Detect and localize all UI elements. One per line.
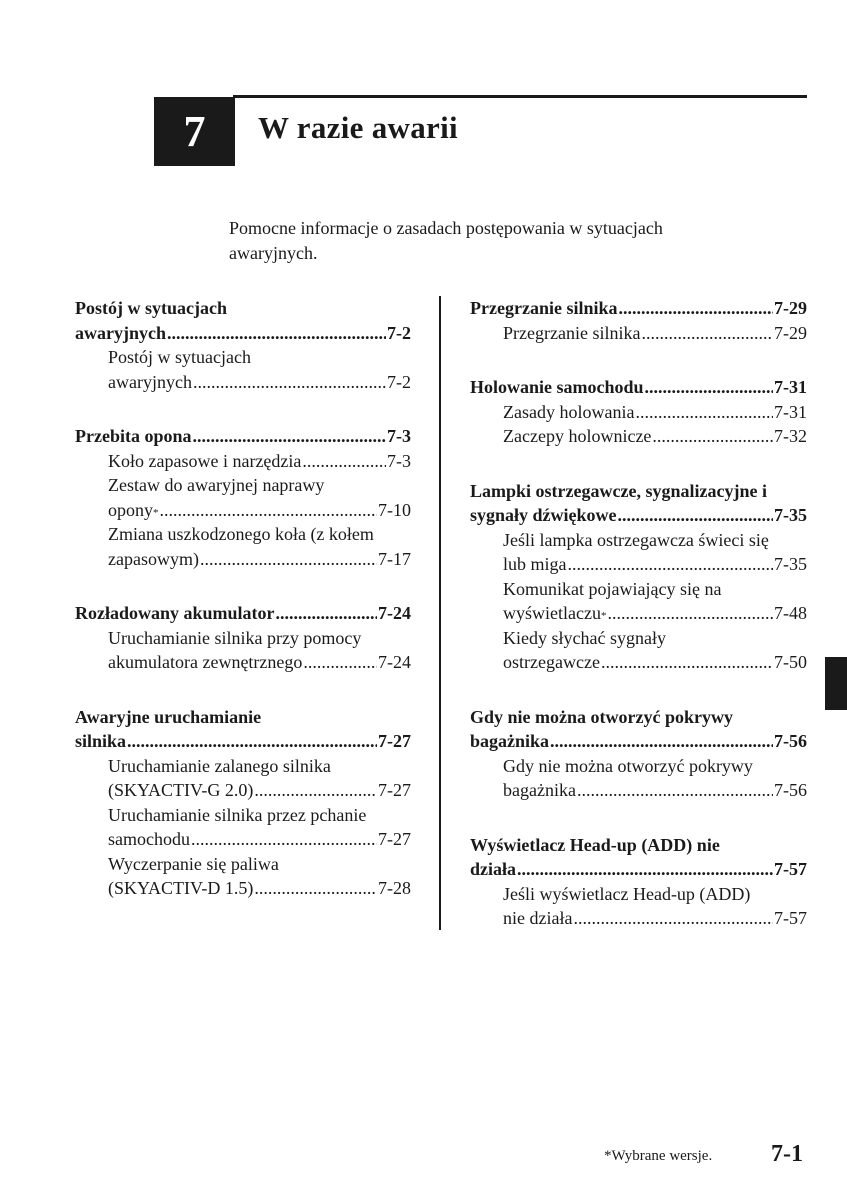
dot-leader [568, 552, 774, 577]
toc-heading[interactable] [470, 857, 807, 882]
toc-entry[interactable] [75, 626, 411, 651]
toc-entry[interactable] [470, 626, 807, 651]
toc-page-ref: 7-31 [774, 401, 807, 422]
toc-entry-text: opony [108, 499, 153, 520]
dot-leader [641, 321, 773, 346]
toc-page-ref: 7-27 [378, 780, 411, 800]
dot-leader [191, 827, 377, 852]
chapter-thumb-tab [825, 657, 847, 710]
toc-entry-text: Jeśli lampka ostrzegawcza świeci się [503, 529, 769, 550]
toc-section-flat-tire [75, 424, 411, 571]
toc-entry[interactable] [470, 400, 807, 425]
toc-page-ref: 7-28 [378, 878, 411, 898]
toc-page-ref: 7-29 [774, 298, 807, 318]
toc-heading[interactable] [75, 705, 411, 730]
toc-entry-text: Zestaw do awaryjnej naprawy [108, 475, 325, 495]
toc-section-trunk [470, 705, 807, 803]
toc-heading-text: silnika [75, 731, 127, 751]
toc-entry[interactable] [75, 345, 411, 370]
chapter-number-box [154, 97, 235, 166]
toc-entry-text: Gdy nie można otworzyć pokrywy [503, 755, 753, 776]
toc-heading[interactable] [470, 705, 807, 730]
dot-leader [601, 650, 773, 675]
toc-entry-text: lub miga [503, 554, 567, 574]
toc-heading[interactable] [470, 833, 807, 858]
toc-page-ref: 7-10 [378, 499, 411, 520]
toc-heading-text: Lampki ostrzegawcze, sygnalizacyjne i [470, 480, 767, 501]
toc-entry[interactable] [470, 754, 807, 779]
toc-entry[interactable] [470, 577, 807, 602]
toc-entry-text: Wyczerpanie się paliwa [108, 853, 279, 874]
toc-entry-text: Przegrzanie silnika [503, 322, 641, 343]
dot-leader [193, 424, 387, 449]
dot-leader [127, 729, 377, 754]
dot-leader [517, 857, 773, 882]
toc-entry-text: zapasowym) [108, 548, 199, 569]
toc-entry[interactable] [75, 650, 411, 675]
toc-entry[interactable] [75, 754, 411, 779]
toc-page-ref: 7-50 [774, 652, 807, 672]
toc-entry-text: Uruchamianie silnika przez pchanie [108, 804, 367, 825]
toc-entry-text: nie działa [503, 908, 573, 928]
toc-page-ref: 7-27 [378, 731, 411, 751]
toc-entry-text: Koło zapasowe i narzędzia [108, 450, 302, 471]
toc-page-ref: 7-3 [387, 450, 411, 471]
toc-right-column [470, 296, 807, 931]
toc-section-towing [470, 375, 807, 449]
toc-entry-text: Jeśli wyświetlacz Head-up (ADD) [503, 883, 751, 904]
dot-leader [167, 321, 386, 346]
toc-page-ref: 7-31 [774, 377, 807, 397]
dot-leader [254, 778, 377, 803]
toc-entry-text: (SKYACTIV-D 1.5) [108, 878, 254, 898]
toc-entry-text: Kiedy słychać sygnały [503, 627, 666, 648]
toc-heading-text: bagażnika [470, 731, 550, 751]
toc-entry-text: akumulatora zewnętrznego [108, 652, 303, 672]
toc-page-ref: 7-27 [378, 829, 411, 849]
toc-entry[interactable] [470, 552, 807, 577]
toc-page-ref: 7-24 [378, 652, 411, 672]
dot-leader [573, 906, 773, 931]
toc-entry[interactable] [75, 370, 411, 395]
toc-entry-text: Uruchamianie silnika przy pomocy [108, 627, 362, 648]
toc-entry[interactable] [75, 547, 411, 572]
toc-entry[interactable] [470, 882, 807, 907]
dot-leader [645, 375, 773, 400]
toc-page-ref: 7-56 [774, 780, 807, 800]
toc-entry-text: Zaczepy holownicze [503, 426, 652, 446]
toc-entry-text: Komunikat pojawiający się na [503, 578, 722, 599]
chapter-title: W razie awarii [258, 110, 458, 145]
toc-entry[interactable] [75, 852, 411, 877]
toc-section-dead-battery [75, 601, 411, 675]
toc-heading-text: Wyświetlacz Head-up (ADD) nie [470, 834, 720, 855]
toc-heading[interactable] [75, 424, 411, 449]
toc-entry[interactable] [470, 906, 807, 931]
toc-entry[interactable] [75, 473, 411, 498]
toc-heading-text: Gdy nie można otworzyć pokrywy [470, 706, 733, 727]
toc-heading-text: Przebita opona [75, 426, 192, 446]
dot-leader [160, 498, 378, 523]
toc-heading[interactable] [75, 296, 411, 321]
dot-leader [254, 876, 377, 901]
toc-page-ref: 7-17 [378, 548, 411, 569]
toc-heading[interactable] [75, 321, 411, 346]
toc-section-head-up-display [470, 833, 807, 931]
toc-page-ref: 7-3 [387, 426, 411, 446]
toc-page-ref: 7-2 [387, 371, 411, 392]
toc-entry[interactable] [75, 449, 411, 474]
toc-page-ref: 7-32 [774, 426, 807, 446]
toc-left-column [75, 296, 411, 901]
toc-entry[interactable] [470, 321, 807, 346]
toc-entry[interactable] [75, 876, 411, 901]
toc-entry-text: Uruchamianie zalanego silnika [108, 755, 331, 776]
toc-page-ref: 7-35 [774, 505, 807, 525]
toc-page-ref: 7-24 [378, 603, 411, 623]
dot-leader [276, 601, 377, 626]
toc-heading[interactable] [75, 729, 411, 754]
toc-entry-text: bagażnika [503, 780, 576, 800]
toc-section-emergency-start [75, 705, 411, 901]
toc-entry[interactable] [470, 528, 807, 553]
dot-leader [618, 296, 773, 321]
toc-entry-text: Postój w sytuacjach [108, 347, 251, 367]
toc-entry-text: awaryjnych [108, 371, 192, 392]
toc-heading[interactable] [470, 729, 807, 754]
toc-heading-text: Awaryjne uruchamianie [75, 706, 262, 727]
toc-page-ref: 7-48 [774, 603, 807, 623]
chapter-number: 7 [183, 107, 206, 156]
toc-heading-text: Rozładowany akumulator [75, 603, 275, 623]
toc-entry-text: samochodu [108, 829, 190, 849]
toc-heading[interactable] [75, 601, 411, 626]
toc-heading[interactable] [470, 503, 807, 528]
dot-leader [303, 650, 377, 675]
toc-entry[interactable]: opony * ..... 7-10 [75, 498, 411, 523]
toc-heading[interactable] [470, 296, 807, 321]
toc-entry[interactable] [470, 778, 807, 803]
dot-leader [302, 449, 386, 474]
toc-entry[interactable] [470, 424, 807, 449]
toc-entry-text: wyświetlaczu [503, 603, 601, 623]
toc-entry[interactable] [470, 650, 807, 675]
toc-heading-text: sygnały dźwiękowe [470, 505, 617, 525]
toc-entry-text: ostrzegawcze [503, 652, 600, 672]
toc-entry[interactable] [75, 827, 411, 852]
toc-heading-text: awaryjnych [75, 322, 166, 343]
toc-section-warning-lights [470, 479, 807, 675]
dot-leader [635, 400, 773, 425]
column-divider [439, 296, 441, 930]
dot-leader [200, 547, 377, 572]
toc-heading-text: Postój w sytuacjach [75, 298, 227, 318]
toc-heading[interactable] [470, 479, 807, 504]
toc-page-ref: 7-29 [774, 322, 807, 343]
toc-section-emergency-stop [75, 296, 411, 394]
toc-heading[interactable] [470, 375, 807, 400]
chapter-intro: Pomocne informacje o zasadach postępowania w sytuacjach awaryjnych. [229, 218, 663, 263]
toc-heading-text: działa [470, 859, 517, 879]
toc-section-overheating [470, 296, 807, 345]
toc-page-ref: 7-35 [774, 554, 807, 574]
dot-leader [193, 370, 386, 395]
toc-entry[interactable] [75, 803, 411, 828]
toc-page-ref: 7-57 [774, 908, 807, 928]
chapter-header-rule [233, 95, 807, 98]
toc-page-ref: 7-57 [774, 859, 807, 879]
dot-leader [550, 729, 773, 754]
toc-entry-text: (SKYACTIV-G 2.0) [108, 780, 254, 800]
dot-leader [652, 424, 773, 449]
dot-leader [607, 601, 773, 626]
page-number: 7-1 [771, 1141, 803, 1167]
toc-entry[interactable]: wyświetlaczu * ..... 7-48 [470, 601, 807, 626]
toc-entry-text: Zasady holowania [503, 401, 635, 422]
toc-page-ref: 7-56 [774, 731, 807, 751]
dot-leader [618, 503, 773, 528]
dot-leader [577, 778, 773, 803]
toc-entry-text: Zmiana uszkodzonego koła (z kołem [108, 524, 374, 544]
footnote: *Wybrane wersje. [604, 1148, 713, 1164]
toc-page-ref: 7-2 [387, 322, 411, 343]
toc-heading-text: Przegrzanie silnika [470, 298, 618, 318]
toc-entry[interactable] [75, 522, 411, 547]
toc-entry[interactable] [75, 778, 411, 803]
toc-heading-text: Holowanie samochodu [470, 377, 644, 397]
